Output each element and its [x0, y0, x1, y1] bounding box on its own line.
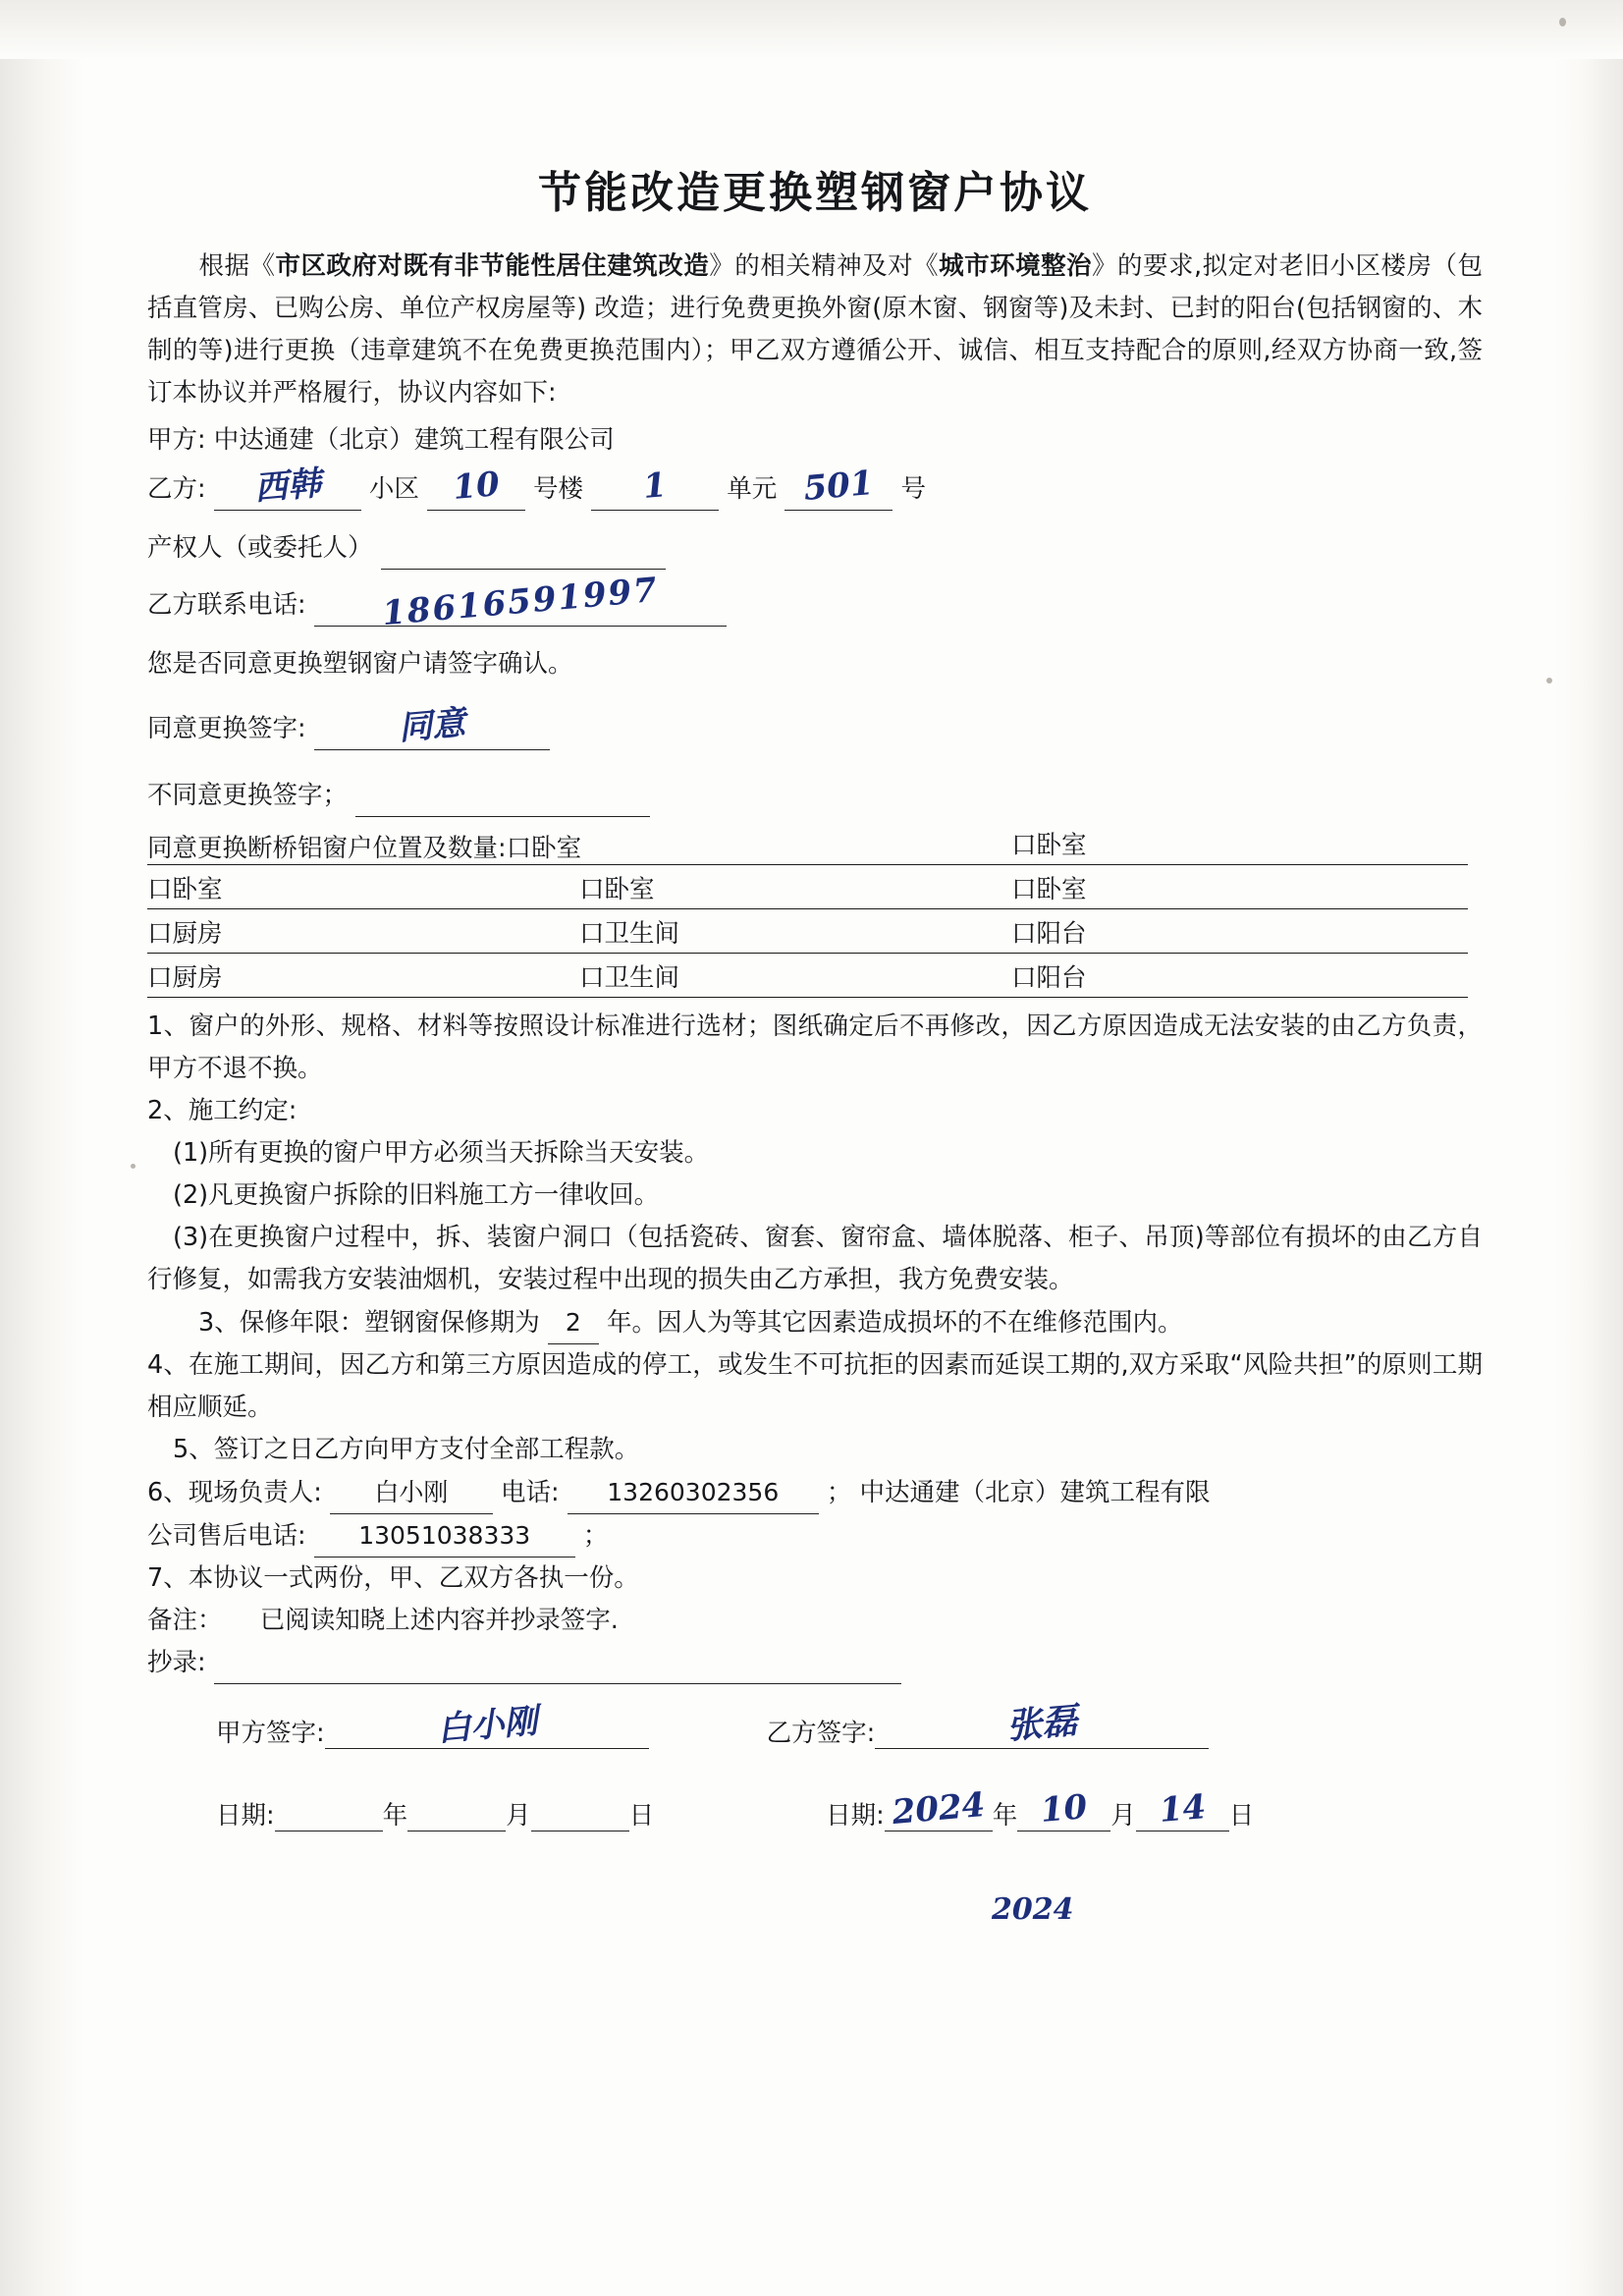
date-left-day-blank[interactable]: [531, 1801, 629, 1831]
term-4: 4、在施工期间，因乙方和第三方原因造成的停工，或发生不可抗拒的因素而延误工期的,双方采取“风险共担”的原则工期相应顺延。: [147, 1350, 1483, 1422]
agree-signature-handwriting: 同意: [397, 703, 467, 748]
disagree-line: [147, 774, 1483, 817]
room-suffix: 号: [900, 474, 927, 504]
date-left-year-blank[interactable]: [275, 1801, 383, 1831]
signature-row: [147, 1699, 1483, 1750]
disagree-signature-blank[interactable]: [355, 787, 650, 817]
phone-handwriting: 18616591997: [380, 570, 661, 634]
intro-mid-1: 》的相关精神及对《: [709, 251, 940, 281]
term-2-2-text: (2)凡更换窗户拆除的旧料施工方一律收回。: [173, 1180, 660, 1210]
window-cell[interactable]: 口卫生间: [579, 919, 680, 949]
date-left-day-suffix: 日: [628, 1801, 655, 1831]
building-handwriting: 10: [451, 465, 502, 508]
after-sales-label: 公司售后电话:: [147, 1521, 306, 1551]
unit-handwriting: 1: [641, 465, 669, 507]
window-cell[interactable]: 口卧室: [579, 875, 655, 904]
date-correction-handwriting: 2024: [992, 1892, 1074, 1927]
after-sales-semicolon: ；: [582, 1521, 609, 1551]
scan-shadow-left: [0, 0, 84, 2296]
term-2-1: [147, 1132, 1483, 1175]
document-body: [147, 157, 1483, 1927]
window-selection-table: [147, 821, 1468, 998]
party-a-line: 甲方: 中达通建（北京）建筑工程有限公司: [147, 425, 615, 455]
copy-label: 抄录:: [147, 1648, 206, 1677]
term-2: 2、施工约定:: [147, 1096, 298, 1125]
site-manager-phone-label: 电话:: [501, 1478, 560, 1507]
scan-speck: [131, 1164, 135, 1169]
window-section-lead-label: 同意更换断桥铝窗户位置及数量:口卧室: [147, 834, 582, 863]
warranty-suffix: 年。因人为等其它因素造成损坏的不在维修范围内。: [606, 1308, 1183, 1338]
window-cell[interactable]: 口厨房: [147, 963, 223, 993]
copy-blank[interactable]: [214, 1654, 901, 1684]
site-manager-semicolon: ；: [826, 1478, 852, 1507]
table-row: [147, 865, 1468, 909]
agree-label: 同意更换签字:: [147, 714, 306, 743]
term-5: [147, 1429, 1483, 1471]
phone-line: [147, 570, 1483, 634]
intro-body: 的要求,拟定对老旧小区楼房（包括直管房、已购公房、单位产权房屋等) 改造；进行免费更换外窗(原木窗、钢窗等)及未封、已封的阳台(包括钢窗的、木制的等)进行更换（违章建筑不在免费更换范围内）；甲乙双方遵循公开、诚信、相互支持配合的原则,经双方协商一致,签订本协议并严格履行，协议内容如下:: [147, 251, 1483, 408]
community-blank[interactable]: [214, 464, 361, 511]
remark-text: 已阅读知晓上述内容并抄录签字.: [259, 1606, 619, 1635]
owner-blank[interactable]: [381, 539, 666, 570]
party-b-sign-label: 乙方签字:: [766, 1719, 876, 1748]
building-blank[interactable]: [427, 465, 525, 511]
term-5-text: 5、签订之日乙方向甲方支付全部工程款。: [173, 1435, 640, 1464]
site-manager-company: 中达通建（北京）建筑工程有限: [859, 1478, 1211, 1507]
phone-blank[interactable]: [314, 570, 727, 634]
window-cell[interactable]: 口阳台: [1011, 963, 1087, 993]
date-right-year-suffix: 年: [992, 1801, 1018, 1831]
remark-label: 备注：: [147, 1606, 223, 1635]
window-cell[interactable]: 口卫生间: [579, 963, 680, 993]
party-a-sign-label: 甲方签字:: [216, 1719, 325, 1748]
term-1: 1、窗户的外形、规格、材料等按照设计标准进行选材；图纸确定后不再修改，因乙方原因造成无法安装的由乙方负责，甲方不退不换。: [147, 1011, 1483, 1083]
scan-shadow-top: [0, 0, 1623, 59]
date-left-year-suffix: 年: [382, 1801, 408, 1831]
confirm-text: 您是否同意更换塑钢窗户请签字确认。: [147, 649, 573, 679]
date-right-day-suffix: 日: [1228, 1801, 1255, 1831]
owner-line: [147, 526, 1483, 570]
agree-line: [147, 703, 1483, 750]
copy-line: [147, 1642, 1483, 1684]
window-cell[interactable]: 口厨房: [147, 919, 223, 949]
party-b-line: [147, 463, 1483, 511]
term-2-1-text: (1)所有更换的窗户甲方必须当天拆除当天安装。: [173, 1138, 710, 1168]
date-right-month-suffix: 月: [1110, 1801, 1136, 1831]
term-6: [147, 1471, 1483, 1514]
remark-line: [147, 1600, 1483, 1642]
intro-mid-2: 》: [1092, 251, 1118, 281]
site-manager-name: 白小刚: [330, 1471, 493, 1514]
date-right-month-blank[interactable]: [1017, 1787, 1110, 1831]
window-cell[interactable]: 口卧室: [1011, 875, 1087, 904]
after-sales-phone: 13051038333: [314, 1514, 575, 1558]
party-b-signature-handwriting: 张磊: [1004, 1699, 1080, 1748]
window-cell[interactable]: 口阳台: [1011, 919, 1087, 949]
scan-speck: [1546, 678, 1552, 683]
term-2-3: [147, 1217, 1483, 1301]
document-title: 节能改造更换塑钢窗户协议: [538, 168, 1092, 218]
terms-list: [147, 1006, 1483, 1684]
unit-suffix: 单元: [727, 474, 778, 504]
date-left-month-blank[interactable]: [407, 1801, 506, 1831]
intro-quote-2: 城市环境整治: [939, 251, 1093, 281]
community-handwriting: 西韩: [252, 464, 323, 509]
date-right-month-handwriting: 10: [1039, 1787, 1090, 1831]
term-2-3-text: (3)在更换窗户过程中，拆、装窗户洞口（包括瓷砖、窗套、窗帘盒、墙体脱落、柜子、吊顶)等部位有损坏的由乙方自行修复，如需我方安装油烟机，安装过程中出现的损失由乙方承担，我方免费安装。: [147, 1223, 1483, 1294]
intro-lead: 根据《: [198, 251, 276, 281]
term-3: [147, 1301, 1483, 1344]
intro-paragraph: [147, 246, 1483, 414]
signature-area: [147, 1699, 1483, 1927]
date-right-year-blank[interactable]: [885, 1784, 993, 1833]
date-left-label: 日期:: [216, 1801, 275, 1831]
party-a-signature-blank[interactable]: [325, 1701, 649, 1750]
disagree-label: 不同意更换签字；: [147, 781, 349, 810]
after-sales-line: [147, 1514, 1483, 1558]
intro-quote-1: 市区政府对既有非节能性居住建筑改造: [275, 251, 710, 281]
table-row: [147, 909, 1468, 954]
owner-label: 产权人（或委托人）: [147, 533, 373, 563]
unit-blank[interactable]: [591, 465, 719, 511]
party-b-signature-blank[interactable]: [875, 1699, 1209, 1749]
window-cell[interactable]: 口卧室: [147, 875, 223, 904]
date-left-month-suffix: 月: [506, 1801, 531, 1831]
community-suffix: 小区: [368, 474, 419, 504]
warranty-years-value: 2: [548, 1301, 599, 1344]
term-7: 7、本协议一式两份，甲、乙双方各执一份。: [147, 1563, 639, 1593]
scan-shadow-right: [1554, 0, 1623, 2296]
table-row: [147, 821, 1468, 865]
table-row: [147, 954, 1468, 998]
party-b-label: 乙方:: [147, 474, 206, 504]
room-handwriting: 501: [802, 463, 876, 510]
scan-speck: [1559, 18, 1566, 27]
date-right-label: 日期:: [826, 1801, 885, 1831]
term-2-2: [147, 1175, 1483, 1217]
party-a-signature-handwriting: 白小刚: [435, 1701, 539, 1750]
date-row: [147, 1784, 1483, 1833]
site-manager-phone: 13260302356: [568, 1471, 819, 1514]
date-right-day-blank[interactable]: [1136, 1787, 1229, 1831]
phone-label: 乙方联系电话:: [147, 590, 306, 620]
warranty-prefix: 3、保修年限：塑钢窗保修期为: [198, 1308, 540, 1338]
window-cell[interactable]: 口卧室: [1011, 831, 1087, 860]
date-right-year-handwriting: 2024: [890, 1784, 987, 1833]
agree-signature-blank[interactable]: [314, 703, 550, 750]
date-right-day-handwriting: 14: [1157, 1787, 1208, 1831]
room-blank[interactable]: [784, 463, 893, 511]
building-suffix: 号楼: [533, 474, 584, 504]
site-manager-prefix: 6、现场负责人:: [147, 1478, 322, 1507]
